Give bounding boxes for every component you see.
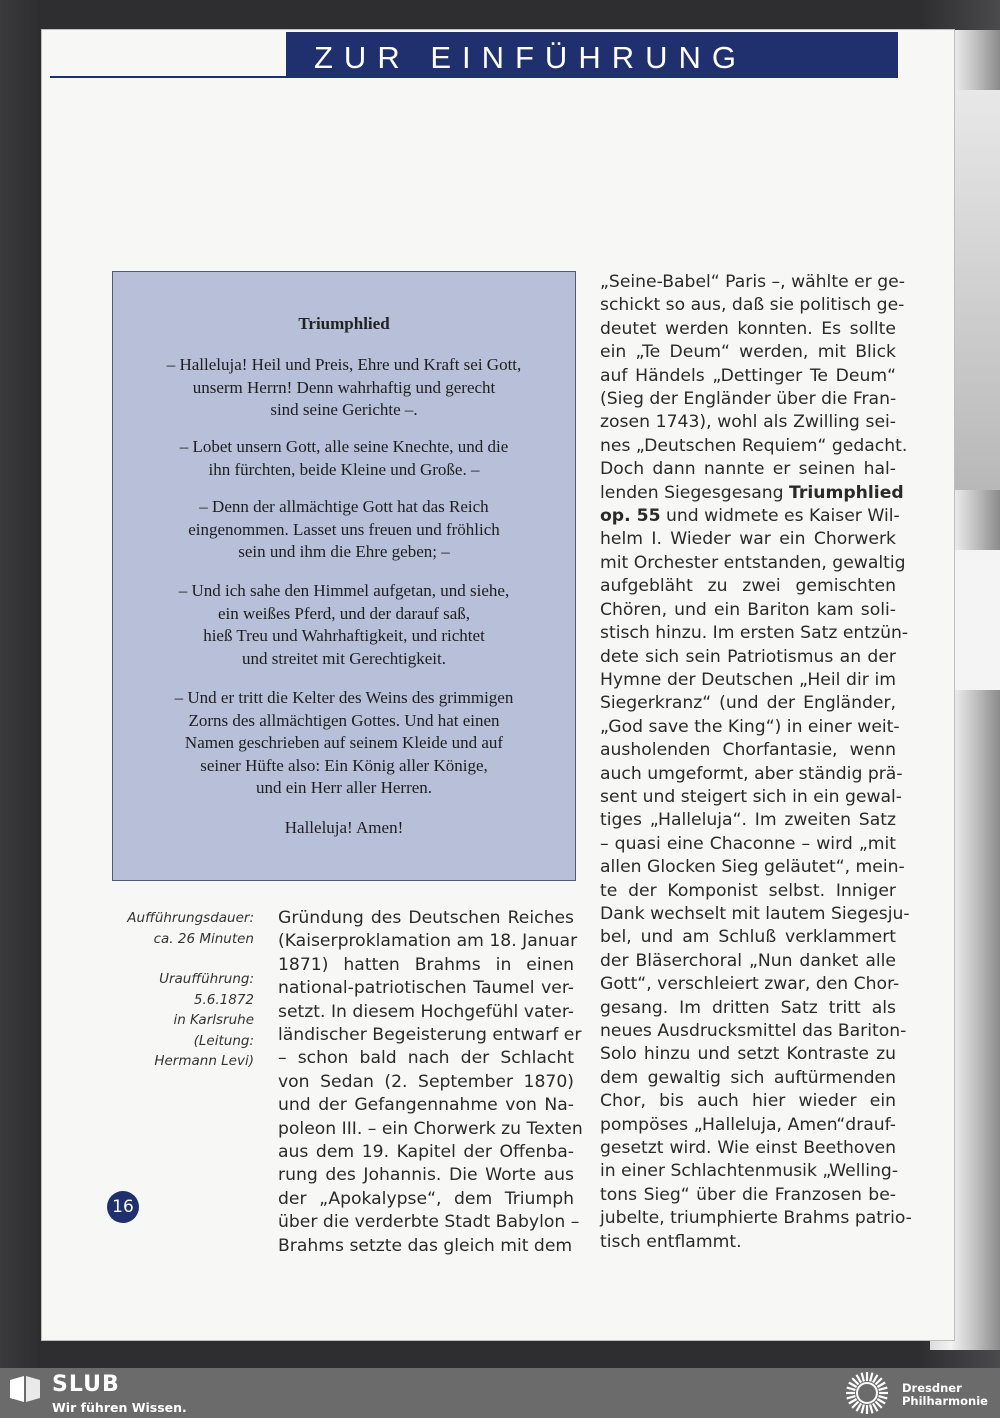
text-line — [600, 482, 904, 505]
poem-line: – Und ich sahe den Himmel aufgetan, und siehe, — [178, 581, 510, 600]
text-line: „God save the King“) in einer weit- — [600, 716, 900, 737]
logo-ray — [879, 1388, 888, 1390]
logo-ray — [852, 1401, 858, 1407]
text-line: von Sedan (2. September 1870) — [278, 1071, 574, 1092]
logo-ray — [870, 1405, 872, 1414]
opus-number-bold: op. 55 — [600, 506, 661, 527]
logo-ray — [879, 1396, 888, 1398]
poem-line: sind seine Gerichte –. — [270, 400, 418, 419]
text-line: zosen 1743), wohl als Zwilling sei- — [600, 412, 896, 433]
note-line: Aufführungsdauer: — [127, 910, 254, 926]
text-line: Chor, bis auch hier wieder ein — [600, 1091, 896, 1112]
text-line: aufgebläht zu zwei gemischten — [600, 576, 896, 597]
text-line: setzt. In diesem Hochgefühl vater- — [278, 1001, 574, 1022]
logo-ray — [877, 1399, 885, 1404]
text-line: deutet werden konnten. Es sollte — [600, 318, 896, 339]
premiere-note — [154, 969, 254, 1072]
poem-stanza-6 — [130, 817, 558, 840]
body-text-column-right — [600, 271, 912, 1254]
page-number-badge: 16 — [107, 1191, 139, 1223]
poem-line: – Lobet unsern Gott, alle seine Knechte, und die — [179, 437, 509, 456]
text-line: schickt so aus, daß sie politisch ge- — [600, 295, 905, 316]
poem-line: und ein Herr aller Herren. — [255, 778, 433, 797]
text-line: mit Orchester entstanden, gewaltig — [600, 552, 906, 573]
note-line: (Leitung: — [193, 1032, 254, 1049]
note-line: Uraufführung: — [159, 971, 254, 987]
poem-line: und streitet mit Gerechtigkeit. — [242, 648, 446, 668]
header-rule — [50, 76, 286, 78]
text-line: – schon bald nach der Schlacht — [278, 1048, 574, 1069]
poem-line: – Denn der allmächtige Gott hat das Reich — [199, 497, 489, 516]
logo-ray — [870, 1373, 872, 1382]
logo-ray — [875, 1378, 881, 1384]
logo-ray — [873, 1375, 878, 1383]
text-line: 1871) hatten Brahms in einen — [278, 954, 574, 975]
logo-ray — [847, 1396, 856, 1398]
poem-stanza-2 — [130, 436, 558, 481]
slub-name: SLUB — [52, 1372, 120, 1397]
page-edge-highlight — [950, 550, 1000, 690]
text-line: auch umgeformt, aber ständig prä- — [600, 763, 903, 784]
logo-ray — [877, 1383, 885, 1388]
text-line: der Bläserchoral „Nun danket alle — [600, 950, 896, 971]
logo-ray — [862, 1405, 864, 1414]
text-line: Gott“, verschleiert zwar, den Chor- — [600, 974, 900, 995]
text-line: Gründung des Deutschen Reiches — [278, 908, 574, 928]
text-line: dem gewaltig sich auftürmenden — [600, 1067, 896, 1088]
poem-line: Zorns des allmächtigen Gottes. Und hat einen — [188, 710, 500, 730]
slub-logo-icon — [8, 1376, 42, 1402]
text-line: ein „Te Deum“ werden, mit Blick — [600, 342, 896, 363]
text-line: Doch dann nannte er seinen hal- — [600, 459, 896, 480]
poem-stanza-1 — [130, 354, 558, 422]
body-text-column-left — [278, 907, 583, 1258]
work-title-bold: Triumphlied — [789, 482, 904, 503]
text-line: jubelte, triumphierte Brahms patrio- — [600, 1208, 912, 1229]
text-line: allen Glocken Sieg geläutet“, mein- — [600, 857, 905, 878]
poem-line: eingenommen. Lasset uns freuen und fröhlich — [188, 519, 500, 539]
dresdner-philharmonie-name: Dresdner Philharmonie — [902, 1381, 988, 1408]
text-line: ausholenden Chorfantasie, wenn — [600, 740, 896, 761]
text-line: national-patriotischen Taumel ver- — [278, 978, 574, 999]
text-line: über die verderbte Stadt Babylon – — [278, 1212, 580, 1233]
poem-stanza-5 — [130, 687, 558, 800]
text-line: der „Apokalypse“, dem Triumph — [278, 1188, 574, 1209]
poem-line: ihn fürchten, beide Kleine und Große. – — [208, 459, 480, 479]
poem-title: Triumphlied — [298, 314, 390, 333]
logo-ray — [847, 1388, 856, 1390]
poem-line: ein weißes Pferd, und der darauf saß, — [217, 603, 471, 623]
text-line: tisch entflammt. — [600, 1231, 742, 1252]
text-line: tiges „Halleluja“. Im zweiten Satz — [600, 810, 896, 831]
note-line: in Karlsruhe — [173, 1012, 254, 1028]
poem-line: sein und ihm die Ehre geben; – — [238, 542, 450, 561]
text-line: poleon III. – ein Chorwerk zu Texten — [278, 1118, 583, 1139]
text-line: dete sich sein Patriotismus an der — [600, 646, 896, 667]
text-line: gesetzt wird. Wie einst Beethoven — [600, 1138, 896, 1159]
text-line: Chören, und ein Bariton kam soli- — [600, 599, 896, 620]
text-line: sent und steigert sich in ein gewal- — [600, 786, 903, 807]
page-edge-shadow — [950, 90, 1000, 490]
poem-line: – Halleluja! Heil und Preis, Ehre und Kraft sei Gott, — [166, 355, 522, 374]
logo-ray — [857, 1375, 862, 1383]
logo-ray — [852, 1378, 858, 1384]
text-line: stisch hinzu. Im ersten Satz entzün- — [600, 623, 909, 644]
poem-line: – Und er tritt die Kelter des Weins des grimmigen — [174, 688, 514, 707]
text-line: neues Ausdrucksmittel das Bariton- — [600, 1021, 907, 1041]
text-line: rung des Johannis. Die Worte aus — [278, 1165, 574, 1186]
poem-line: Halleluja! Amen! — [284, 818, 404, 837]
logo-ray — [849, 1383, 857, 1388]
text-line: pompöses „Halleluja, Amen“drauf- — [600, 1114, 896, 1135]
text-line: gesang. Im dritten Satz tritt als — [600, 997, 896, 1018]
logo-ray — [862, 1373, 864, 1382]
note-line: 5.6.1872 — [193, 991, 254, 1008]
text-line: in einer Schlachtenmusik „Welling- — [600, 1161, 899, 1182]
poem-line: unserm Herrn! Denn wahrhaftig und gerecht — [192, 377, 496, 397]
poem-line: hieß Treu und Wahrhaftigkeit, und richtet — [203, 626, 485, 645]
text-line: (Kaiserproklamation am 18. Januar — [278, 931, 578, 952]
text-span: und widmete es Kaiser Wil- — [660, 506, 900, 527]
text-line: bel, und am Schluß verklammert — [600, 927, 896, 948]
dresdner-philharmonie-logo-icon — [842, 1371, 892, 1415]
text-line: nes „Deutschen Requiem“ gedacht. — [600, 435, 908, 456]
performance-duration-note — [127, 908, 254, 949]
text-line: Dank wechselt mit lautem Siegesju- — [600, 903, 910, 924]
note-line: Hermann Levi) — [154, 1053, 254, 1069]
poem-line: seiner Hüfte also: Ein König aller Könige, — [200, 755, 488, 775]
logo-ray — [875, 1401, 881, 1407]
text-span: lenden Siegesgesang — [600, 482, 790, 503]
poem-stanza-3 — [130, 496, 558, 564]
poem-line: Namen geschrieben auf seinem Kleide und auf — [184, 733, 504, 752]
note-line: ca. 26 Minuten — [153, 930, 254, 947]
text-line: te der Komponist selbst. Inniger — [600, 880, 896, 901]
text-line: Solo hinzu und setzt Kontraste zu — [600, 1044, 896, 1065]
section-title: ZUR EINFÜHRUNG — [314, 40, 747, 75]
text-line: – quasi eine Chaconne – wird „mit — [600, 833, 896, 854]
text-line: Hymne der Deutschen „Heil dir im — [600, 669, 896, 690]
text-line: helm I. Wieder war ein Chorwerk — [600, 529, 896, 550]
poem-stanza-4 — [130, 580, 558, 670]
logo-ray — [873, 1403, 878, 1411]
text-line: auf Händels „Dettinger Te Deum“ — [600, 365, 896, 386]
logo-ray — [849, 1399, 857, 1404]
text-line: aus dem 19. Kapitel der Offenba- — [278, 1142, 574, 1163]
text-line — [600, 505, 900, 528]
text-line: (Sieg der Engländer über die Fran- — [600, 389, 897, 410]
logo-ray — [857, 1403, 862, 1411]
slub-tagline: Wir führen Wissen. — [52, 1400, 187, 1415]
text-line: Siegerkranz“ (und der Engländer, — [600, 693, 896, 714]
text-line: und der Gefangennahme von Na- — [278, 1095, 574, 1116]
text-line: tons Sieg“ über die Franzosen be- — [600, 1184, 896, 1205]
text-line: „Seine-Babel“ Paris –, wählte er ge- — [600, 272, 905, 292]
text-line: Brahms setzte das gleich mit dem — [278, 1235, 573, 1256]
text-line: ländischer Begeisterung entwarf er — [278, 1025, 582, 1046]
